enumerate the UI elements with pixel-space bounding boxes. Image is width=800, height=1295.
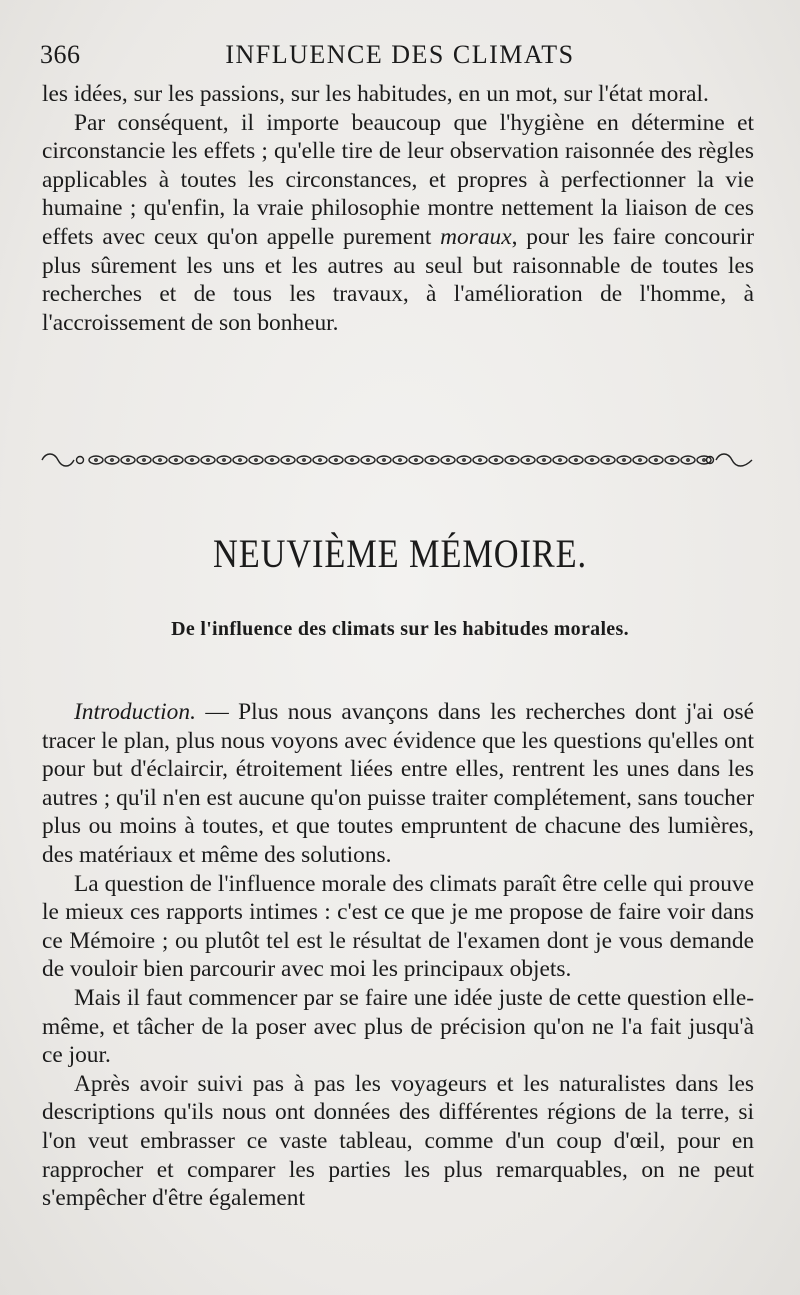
page-number: 366 [40,40,81,69]
italic-word: moraux [440,223,512,250]
paragraph [42,109,754,338]
paragraph [42,870,754,984]
paragraph [42,80,754,109]
running-title: INFLUENCE DES CLIMATS [225,40,575,69]
paragraph [42,984,754,1070]
page-header [40,40,760,74]
paragraph [42,698,754,870]
paragraph-text: Après avoir suivi pas à pas les voyageurs et les naturalistes dans les descriptions qu'ils nous ont données des différentes régions de la terre, si l'on veut embrasser ce vaste tableau, comme d'un coup d'œil, pour en rapprocher et comparer les parties les plus remarquables, on ne peut s'empêcher d'être également [42,1070,754,1212]
paragraph [42,1070,754,1213]
paragraph-text: , pour les faire concourir plus sûrement les uns et les autres au seul but raisonnable de toutes les recherches et de tous les travaux, à l'amélioration de l'homme, à l'accroissement de son bonheur. [42,223,754,336]
paragraph-text: — Plus nous avançons dans les recherches dont j'ai osé tracer le plan, plus nous voyons avec évidence que les questions qu'elles ont pour but d'éclaircir, étroitement liées entre elles, rentrent les unes dans les autres ; qu'il n'en est aucune qu'on puisse traiter complétement, sans toucher plus ou moins à toutes, et que toutes empruntent de chacune des lumières, des matériaux et même des solutions. [42,699,754,868]
italic-word: Introduction. [74,699,196,725]
bottom-text-block [42,698,754,1213]
chain-ornament-icon [40,446,756,474]
chapter-subtitle: De l'influence des climats sur les habitudes morales. [171,618,629,640]
paragraph-text: Mais il faut commencer par se faire une idée juste de cette question elle-même, et tâcher de la poser avec plus de précision qu'on ne l'a fait jusqu'à ce jour. [42,984,754,1069]
chapter-title: NEUVIÈME MÉMOIRE. [213,531,587,576]
paragraph-text: Par conséquent, il importe beaucoup que l'hygiène en détermine et circonstancie les effets ; qu'elle tire de leur observation raisonnée des règles applicables à toutes les circonstances, et propres à perfectionner la vie humaine ; qu'enfin, la vraie philosophie montre nettement la liaison de ces effets avec ceux qu'on appelle purement [42,109,754,250]
paragraph-text: La question de l'influence morale des climats paraît être celle qui prouve le mieux ces rapports intimes : c'est ce que je me propose de faire voir dans ce Mémoire ; ou plutôt tel est le résultat de l'examen dont je vous demande de vouloir bien parcourir avec moi les principaux objets. [42,870,754,983]
top-text-block [42,80,754,337]
paragraph-text: les idées, sur les passions, sur les habitudes, en un mot, sur l'état moral. [42,81,709,107]
